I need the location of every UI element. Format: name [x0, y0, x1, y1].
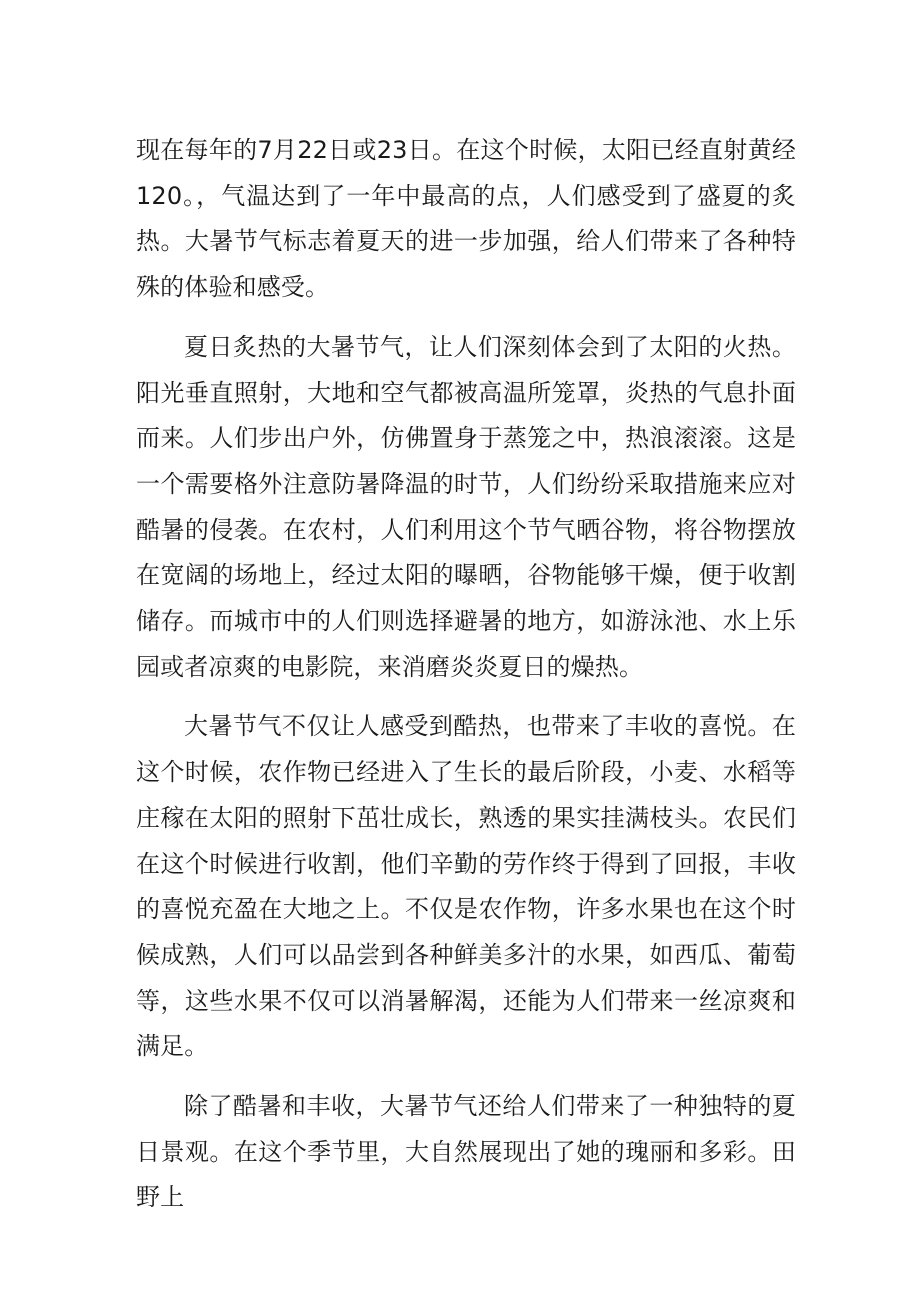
document-body — [136, 128, 796, 1235]
paragraph-2: 夏日炙热的大暑节气，让人们深刻体会到了太阳的火热。阳光垂直照射，大地和空气都被高温所笼罩，炎热的气息扑面而来。人们步出户外，仿佛置身于蒸笼之中，热浪滚滚。这是一个需要格外注意防暑降温的时节，人们纷纷采取措施来应对酷暑的侵袭。在农村，人们利用这个节气晒谷物，将谷物摆放在宽阔的场地上，经过太阳的曝晒，谷物能够干燥，便于收割储存。而城市中的人们则选择避暑的地方，如游泳池、水上乐园或者凉爽的电影院，来消磨炎炎夏日的燥热。 — [136, 332, 796, 681]
paragraph-4: 除了酷暑和丰收，大暑节气还给人们带来了一种独特的夏日景观。在这个季节里，大自然展现出了她的瑰丽和多彩。田野上 — [136, 1092, 796, 1212]
paragraph-1: 现在每年的7月22日或23日。在这个时候，太阳已经直射黄经120。，气温达到了一年中最高的点，人们感受到了盛夏的炙热。大暑节气标志着夏天的进一步加强，给人们带来了各种特殊的体验和感受。 — [136, 136, 796, 302]
paragraph-3: 大暑节气不仅让人感受到酷热，也带来了丰收的喜悦。在这个时候，农作物已经进入了生长的最后阶段，小麦、水稻等庄稼在太阳的照射下茁壮成长，熟透的果实挂满枝头。农民们在这个时候进行收割，他们辛勤的劳作终于得到了回报，丰收的喜悦充盈在大地之上。不仅是农作物，许多水果也在这个时候成熟，人们可以品尝到各种鲜美多汁的水果，如西瓜、葡萄等，这些水果不仅可以消暑解渴，还能为人们带来一丝凉爽和满足。 — [136, 712, 796, 1061]
